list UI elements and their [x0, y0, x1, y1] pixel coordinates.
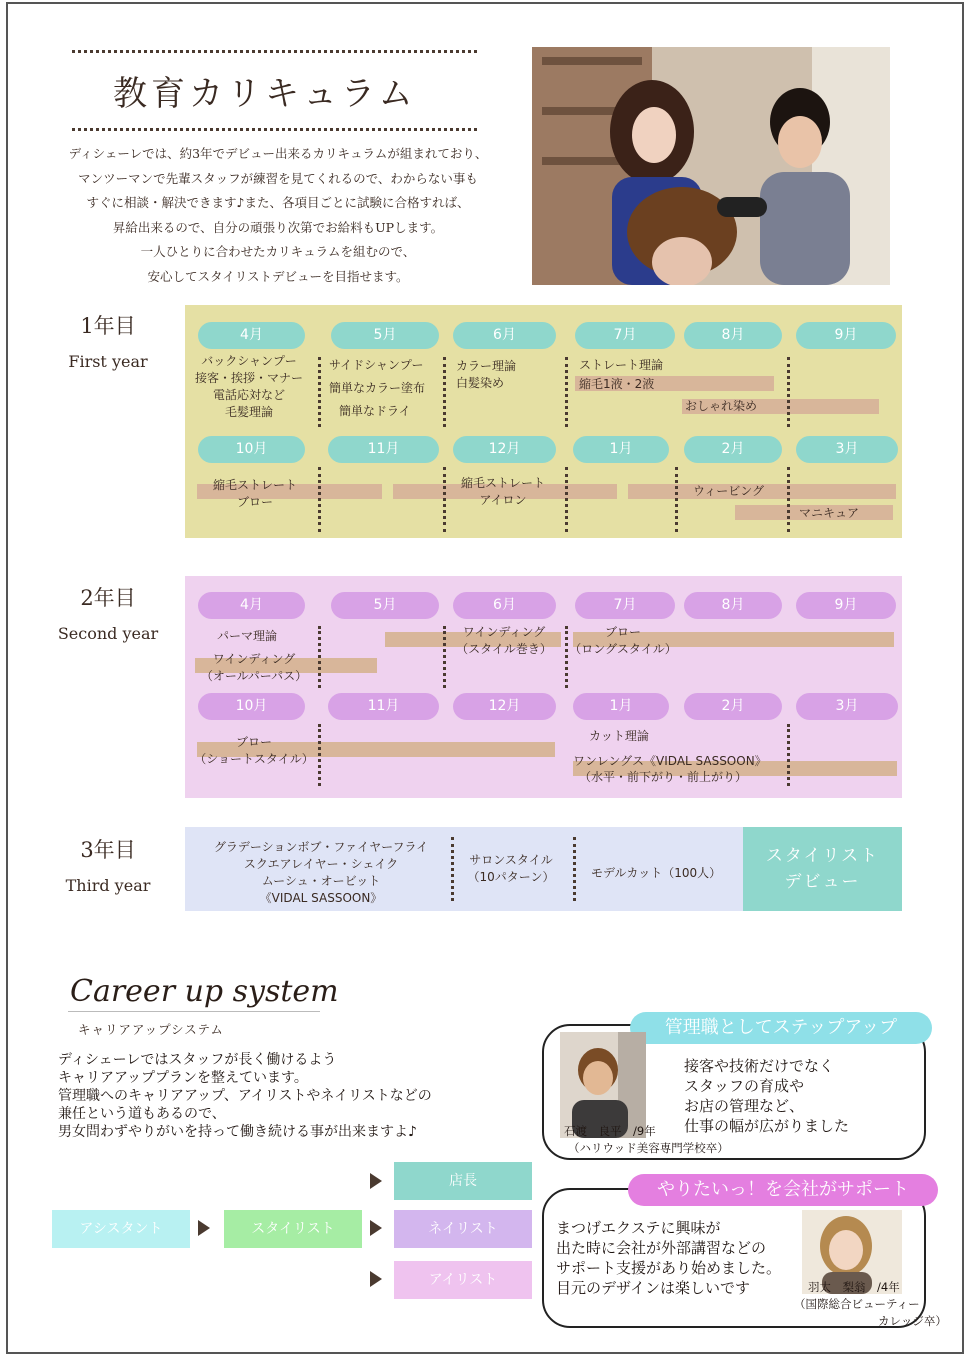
staff-name: 石渡 良平 /9年	[564, 1124, 656, 1138]
flow-assistant: アシスタント	[52, 1210, 190, 1248]
month-pill: 2月	[684, 436, 782, 463]
item-line: ブロー	[604, 625, 641, 639]
year1-label	[28, 310, 188, 371]
month-pill: 6月	[453, 592, 556, 619]
item-line: 白髪染め	[456, 376, 505, 390]
item-winding-style	[447, 624, 561, 658]
item-line: ブロー	[236, 495, 273, 509]
tag-step-up: 管理職としてステップアップ	[630, 1012, 932, 1044]
year2-label	[28, 582, 188, 643]
item-jun	[456, 358, 516, 392]
month-pill: 12月	[453, 436, 556, 463]
item-line: （ロングスタイル）	[569, 642, 677, 656]
month-pill: 6月	[453, 322, 556, 349]
staff-school: （ハリウッド美容専門学校卒）	[568, 1141, 729, 1155]
item-aug: おしゃれ染め	[685, 399, 758, 413]
divider	[787, 467, 790, 532]
training-photo-illustration	[532, 47, 890, 285]
month-pill: 7月	[575, 322, 675, 349]
item-salon-style	[459, 852, 563, 886]
item-blow-long	[569, 624, 677, 658]
divider	[565, 626, 568, 688]
item-line: グラデーションボブ・ファイヤーフライ	[213, 840, 429, 854]
month-pill: 4月	[198, 592, 305, 619]
divider	[451, 837, 454, 901]
divider	[443, 626, 446, 688]
staff-photo-illustration	[560, 1032, 646, 1138]
item-line: （オールパーパス）	[200, 669, 308, 683]
item-line: サロンスタイル	[469, 853, 553, 867]
year2-label-en: Second year	[57, 624, 159, 643]
title-top-rule	[72, 50, 477, 53]
item-model-cut: モデルカット（100人）	[591, 866, 722, 880]
intro-line: 一人ひとりに合わせたカリキュラムを組むので、	[140, 244, 416, 259]
item-manicure: マニキュア	[799, 506, 860, 520]
month-pill: 2月	[684, 693, 782, 720]
item-line: ワインディング	[212, 652, 296, 666]
item-line: 電話応対など	[212, 388, 285, 402]
arrow-right-icon	[370, 1271, 382, 1287]
testimonial-text	[556, 1218, 781, 1298]
divider	[318, 357, 321, 427]
career-line: 管理職へのキャリアアップ、アイリストやネイリストなどの	[58, 1088, 432, 1104]
item-line: 《VIDAL SASSOON》	[259, 891, 383, 905]
flow-stylist: スタイリスト	[224, 1210, 362, 1248]
month-pill: 5月	[331, 592, 439, 619]
divider	[565, 357, 568, 427]
item-winding-all	[191, 651, 317, 685]
year2-label-jp: 2年目	[80, 586, 136, 610]
career-title: Career up system	[70, 974, 339, 1009]
divider	[787, 357, 790, 427]
career-line: ディシェーレではスタッフが長く働けるよう	[58, 1052, 337, 1068]
month-pill: 9月	[796, 592, 896, 619]
item-line: 縮毛1液・2液	[579, 377, 655, 391]
divider	[787, 724, 790, 786]
year1-label-en: First year	[68, 352, 148, 371]
divider	[318, 467, 321, 532]
item-line: ムーシュ・オービット	[261, 874, 381, 888]
testimonial-line: 仕事の幅が広がりました	[684, 1117, 850, 1135]
flow-eyelist: アイリスト	[394, 1261, 532, 1299]
item-line: 簡単なカラー塗布	[329, 381, 426, 395]
month-pill: 3月	[796, 693, 898, 720]
month-pill: 10月	[198, 693, 305, 720]
item-line: カラー理論	[456, 359, 517, 373]
divider	[318, 724, 321, 786]
career-line: キャリアアッププランを整えています。	[58, 1070, 308, 1086]
testimonial-line: スタッフの育成や	[684, 1077, 805, 1095]
intro-text	[28, 142, 528, 289]
testimonial-line: まつげエクステに興味が	[556, 1219, 721, 1237]
flow-manager: 店長	[394, 1162, 532, 1200]
month-pill: 8月	[684, 322, 782, 349]
month-pill: 11月	[328, 693, 439, 720]
year1-schedule	[185, 305, 902, 538]
staff-school: カレッジ卒）	[878, 1314, 947, 1328]
year3-schedule	[185, 827, 902, 911]
item-straight-blow	[207, 477, 303, 511]
career-title-underline	[68, 1011, 320, 1012]
testimonial-line: 出た時に会社が外部講習などの	[556, 1239, 767, 1257]
testimonial-line: 接客や技術だけでなく	[684, 1057, 835, 1075]
item-may	[329, 357, 425, 420]
item-perm: パーマ理論	[217, 629, 278, 643]
testimonial-line: お店の管理など、	[684, 1097, 805, 1115]
item-weaving: ウィービング	[693, 484, 765, 498]
staff-name: 羽太 梨翁 /4年	[808, 1280, 900, 1294]
item-line: ワインディング	[462, 625, 546, 639]
item-line: スクエアレイヤー・シェイク	[243, 857, 399, 871]
item-line: 毛髪理論	[224, 405, 273, 419]
arrow-right-icon	[370, 1173, 382, 1189]
divider	[443, 357, 446, 427]
item-line: サイドシャンプー	[329, 358, 424, 372]
year1-label-jp: 1年目	[80, 314, 136, 338]
item-cut-theory: カット理論	[589, 729, 649, 743]
item-line: 接客・挨拶・マナー	[194, 371, 303, 385]
month-pill: 1月	[573, 693, 669, 720]
career-line: 男女問わずやりがいを持って働き続ける事が出来ますよ♪	[58, 1124, 417, 1140]
career-description	[58, 1051, 432, 1141]
page-title: 教育カリキュラム	[113, 74, 417, 114]
staff-school: （国際総合ビューティー	[794, 1297, 920, 1311]
month-pill: 9月	[796, 322, 896, 349]
page	[6, 2, 964, 1354]
item-line: ストレート理論	[579, 358, 664, 372]
month-pill: 10月	[198, 436, 305, 463]
year3-label	[28, 834, 188, 895]
item-one-length-sub: （水平・前下がり・前上がり）	[579, 770, 748, 784]
testimonial-line: サポート支援があり始めました。	[556, 1259, 782, 1277]
month-pill: 12月	[453, 693, 556, 720]
salon-training-photo	[532, 47, 890, 285]
staff-photo-ishiwata	[560, 1032, 646, 1138]
item-line: （ショートスタイル）	[194, 752, 314, 766]
item-line: （10パターン）	[467, 870, 555, 884]
item-straight-iron	[451, 475, 555, 509]
item-jul	[579, 357, 663, 393]
month-pill: 11月	[328, 436, 439, 463]
career-subtitle: キャリアアップシステム	[78, 1022, 224, 1037]
item-one-length: ワンレングス《VIDAL SASSOON》	[573, 754, 767, 768]
divider	[443, 467, 446, 532]
month-pill: 4月	[198, 322, 305, 349]
divider	[675, 467, 678, 532]
item-line: アイロン	[479, 493, 527, 507]
testimonial-line: 目元のデザインは楽しいです	[556, 1279, 750, 1297]
month-pill: 7月	[575, 592, 675, 619]
divider	[573, 837, 576, 901]
arrow-right-icon	[198, 1220, 210, 1236]
arrow-right-icon	[370, 1220, 382, 1236]
month-pill: 5月	[331, 322, 439, 349]
intro-line: すぐに相談・解決できます♪また、各項目ごとに試験に合格すれば、	[86, 195, 470, 210]
month-pill: 1月	[573, 436, 669, 463]
item-line: バックシャンプー	[201, 354, 297, 368]
month-pill: 8月	[684, 592, 782, 619]
intro-line: 昇給出来るので、自分の頑張り次第でお給料もUPします。	[112, 219, 444, 235]
year3-label-jp: 3年目	[80, 838, 136, 862]
debut-line: スタイリスト	[765, 846, 880, 866]
stylist-debut	[743, 827, 902, 911]
debut-line: デビュー	[784, 872, 861, 892]
item-vidal-cuts	[193, 839, 449, 907]
intro-line: 安心してスタイリストデビューを目指せます。	[147, 268, 409, 284]
intro-line: ディシェーレでは、約3年でデビュー出来るカリキュラムが組まれており、	[68, 146, 488, 161]
title-bottom-rule	[72, 128, 477, 131]
year2-schedule	[185, 576, 902, 798]
testimonial-text	[684, 1056, 849, 1136]
item-line: 縮毛ストレート	[212, 478, 297, 492]
item-line: 簡単なドライ	[339, 404, 411, 418]
flow-nailist: ネイリスト	[394, 1210, 532, 1248]
month-pill: 3月	[796, 436, 898, 463]
item-blow-short	[191, 734, 317, 768]
item-apr	[189, 353, 309, 421]
tag-support: やりたいっ！を会社がサポート	[628, 1174, 938, 1206]
divider	[565, 467, 568, 532]
year3-label-en: Third year	[65, 876, 151, 895]
item-line: （スタイル巻き）	[456, 642, 552, 656]
intro-line: マンツーマンで先輩スタッフが練習を見てくれるので、わからない事も	[78, 170, 478, 186]
item-line: 縮毛ストレート	[460, 476, 545, 490]
item-line: ブロー	[235, 735, 272, 749]
career-line: 兼任という道もあるので、	[58, 1106, 226, 1122]
divider	[318, 626, 321, 688]
